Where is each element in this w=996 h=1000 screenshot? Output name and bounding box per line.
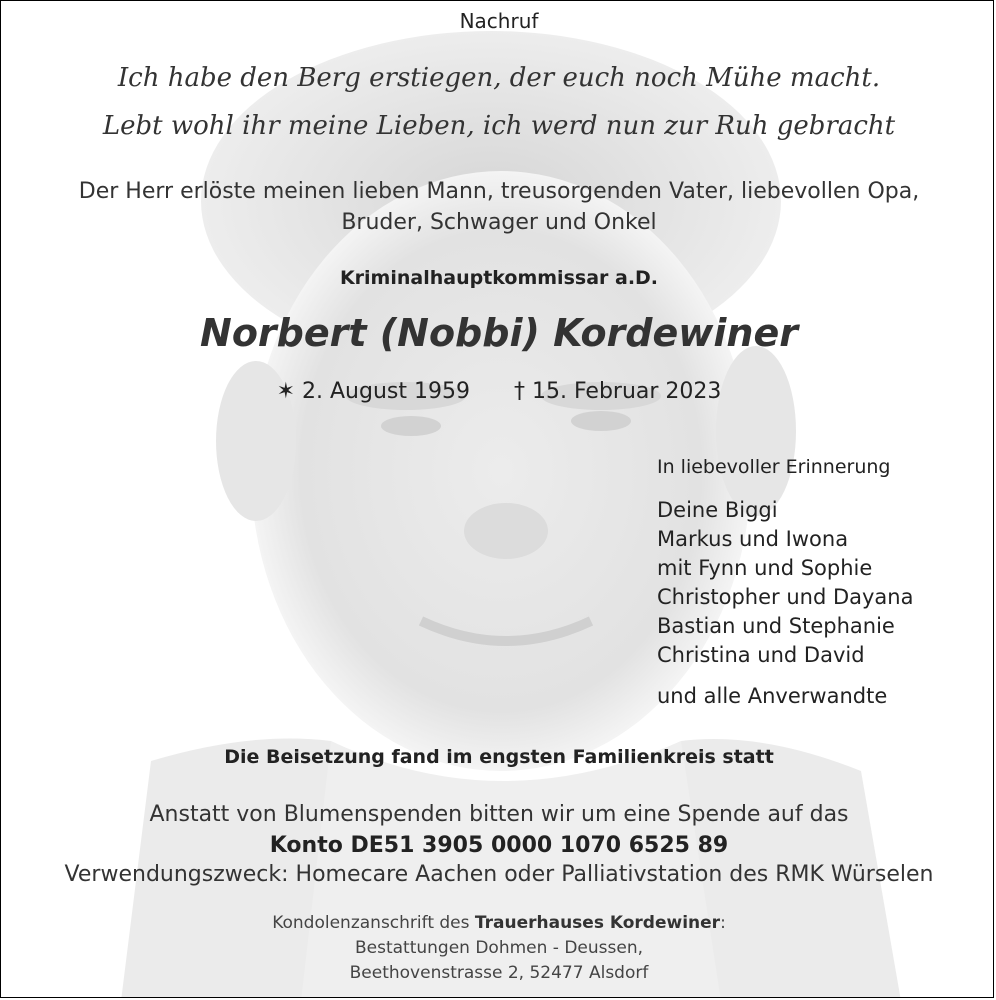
mourner-name: Deine Biggi [657, 498, 778, 522]
deceased-name: Norbert (Nobbi) Kordewiner [200, 311, 798, 355]
donation-account: Konto DE51 3905 0000 1070 6525 89 [269, 833, 729, 858]
mourner-name: Bastian und Stephanie [657, 614, 895, 638]
condolence-prefix: Kondolenzanschrift des [272, 913, 475, 933]
condolence-address-heading [1, 913, 994, 933]
funeral-home-name: Bestattungen Dohmen - Deussen, [354, 938, 644, 958]
verse-line-2: Lebt wohl ihr meine Lieben, ich werd nun zur Ruh gebracht [102, 111, 896, 141]
donation-request: Anstatt von Blumenspenden bitten wir um eine Spende auf das [149, 802, 849, 827]
intro-line-2: Bruder, Schwager und Onkel [341, 210, 657, 235]
life-dates [1, 379, 994, 404]
death-cross-icon: † [513, 379, 525, 404]
funeral-home-address: Beethovenstrasse 2, 52477 Alsdorf [349, 963, 649, 983]
mourner-name: Christina und David [657, 643, 865, 667]
birth-star-icon: ✶ [276, 379, 296, 404]
intro-line-1: Der Herr erlöste meinen lieben Mann, treusorgenden Vater, liebevollen Opa, [78, 179, 920, 204]
birth-date: 2. August 1959 [302, 379, 470, 404]
family-block [657, 453, 913, 711]
relatives-line: und alle Anverwandte [657, 684, 888, 708]
deceased-title: Kriminalhauptkommissar a.D. [339, 267, 659, 289]
mourner-name: Christopher und Dayana [657, 585, 914, 609]
memory-line: In liebevoller Erinnerung [657, 456, 891, 478]
burial-note: Die Beisetzung fand im engsten Familienkreis statt [224, 746, 774, 768]
verse-line-1: Ich habe den Berg erstiegen, der euch noch Mühe macht. [117, 63, 881, 93]
mourner-name: mit Fynn und Sophie [657, 556, 873, 580]
death-date: 15. Februar 2023 [531, 379, 722, 404]
mourner-name: Markus und Iwona [657, 527, 849, 551]
donation-purpose: Verwendungszweck: Homecare Aachen oder Palliativstation des RMK Würselen [64, 862, 934, 887]
mourner-list [657, 496, 913, 670]
notice-header: Nachruf [459, 9, 539, 33]
condolence-house: Trauerhauses Kordewiner [474, 913, 721, 933]
condolence-suffix: : [720, 913, 726, 933]
